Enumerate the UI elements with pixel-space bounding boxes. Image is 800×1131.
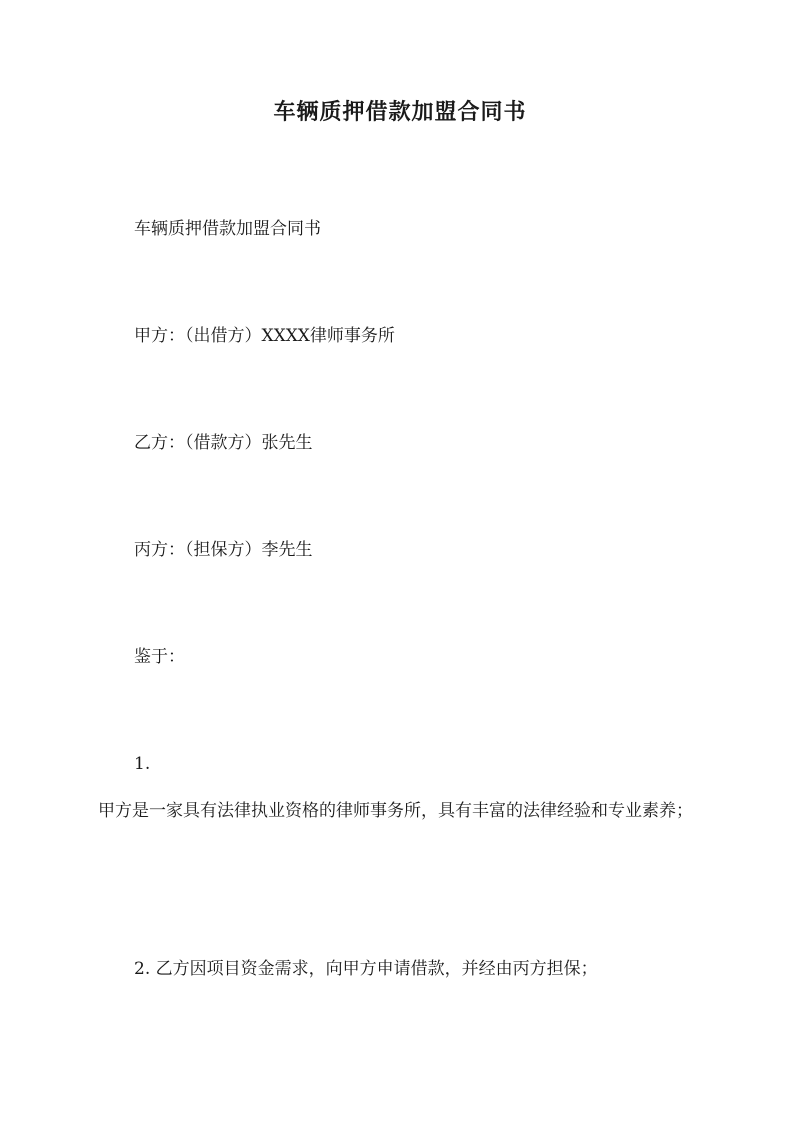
clause-1-number: 1. — [134, 754, 151, 774]
clause-1-text: 甲方是一家具有法律执业资格的律师事务所，具有丰富的法律经验和专业素养； — [98, 801, 693, 821]
document-title: 车辆质押借款加盟合同书 — [273, 99, 527, 125]
party-a-line: 甲方：（出借方）XXXX律师事务所 — [134, 326, 395, 346]
whereas-heading: 鉴于： — [134, 647, 185, 667]
clause-2-text: 2. 乙方因项目资金需求，向甲方申请借款，并经由丙方担保； — [134, 959, 598, 979]
party-c-line: 丙方：（担保方）李先生 — [134, 540, 313, 560]
subtitle-paragraph: 车辆质押借款加盟合同书 — [134, 219, 321, 239]
party-b-line: 乙方：（借款方）张先生 — [134, 433, 313, 453]
